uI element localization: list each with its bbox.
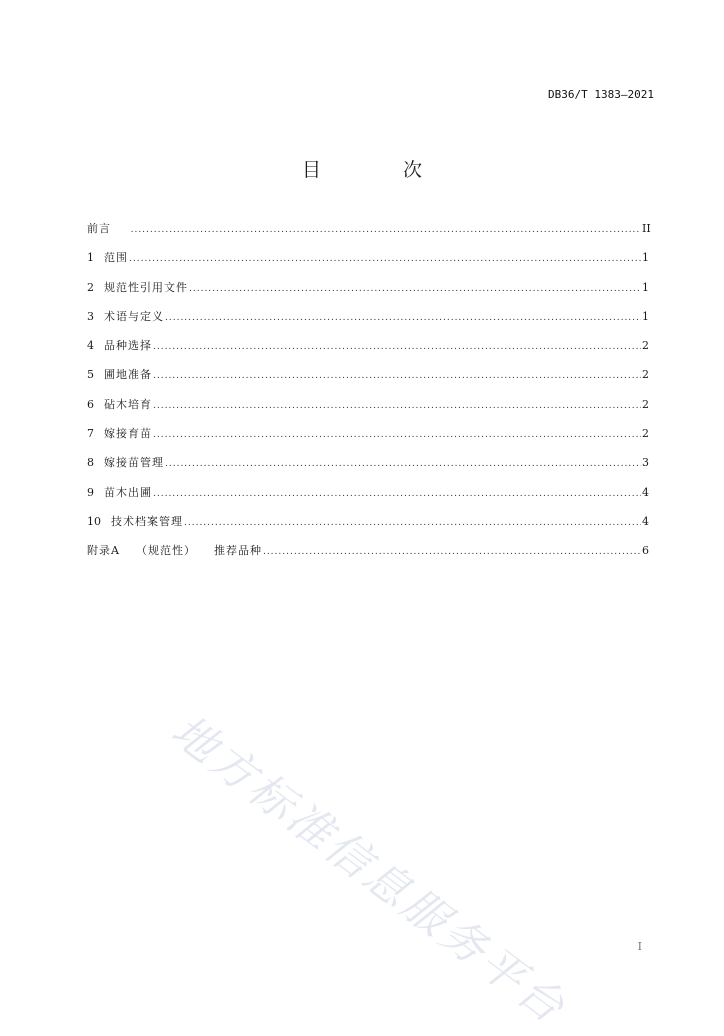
watermark-text: 地方标准信息服务平台 (161, 705, 576, 1035)
toc-entry-page: 6 (642, 544, 649, 558)
toc-entry-page: 4 (642, 514, 649, 528)
toc-leader-dots (153, 428, 641, 442)
toc-entry-number: 9 (87, 485, 94, 499)
toc-entry-page: 4 (642, 485, 649, 499)
toc-entry-label: 嫁接育苗 (104, 427, 152, 441)
toc-entry-page: II (642, 222, 651, 235)
toc-entry-page: 2 (642, 397, 649, 411)
page-title: 目 次 (301, 159, 461, 181)
toc-entry-preface[interactable] (87, 222, 651, 251)
toc-entry-number: 6 (87, 397, 94, 411)
toc-entry-10[interactable] (87, 515, 648, 544)
toc-entry-label: 推荐品种 (213, 544, 262, 558)
toc-entry-label: 前言 (87, 222, 111, 235)
toc-leader-dots (165, 457, 641, 471)
toc-entry-page: 2 (642, 368, 649, 382)
toc-entry-label: 品种选择 (104, 339, 152, 353)
toc-entry-6[interactable] (87, 398, 648, 427)
toc-leader-dots (184, 516, 641, 530)
toc-leader-dots (153, 369, 641, 383)
toc-leader-dots (263, 545, 641, 559)
page-number: I (637, 940, 642, 953)
toc-entry-number: 8 (87, 456, 94, 470)
toc-entry-number: 5 (87, 368, 94, 382)
toc-leader-dots (153, 399, 641, 413)
toc-entry-label: 范围 (104, 251, 128, 265)
toc-entry-number: 7 (87, 427, 94, 441)
toc-leader-dots (131, 223, 641, 237)
toc-entry-appendix-a[interactable] (87, 544, 648, 573)
toc-entry-label: 术语与定义 (104, 309, 164, 323)
toc-entry-label: 苗木出圃 (104, 485, 152, 499)
toc-entry-5[interactable] (87, 368, 648, 397)
toc-entry-page: 1 (642, 309, 649, 323)
toc-entry-number: 4 (87, 339, 94, 353)
toc-leader-dots (129, 252, 641, 266)
table-of-contents (87, 222, 651, 574)
toc-entry-label: 技术档案管理 (111, 514, 183, 528)
toc-entry-number: 2 (87, 280, 94, 294)
toc-entry-number: 1 (87, 251, 94, 265)
toc-entry-3[interactable] (87, 310, 648, 339)
toc-entry-label: 嫁接苗管理 (104, 456, 164, 470)
toc-entry-number: 10 (87, 514, 101, 528)
toc-appendix-prefix: 附录A (87, 544, 120, 558)
toc-entry-1[interactable] (87, 251, 648, 280)
toc-appendix-type: （规范性） (135, 544, 196, 558)
standard-code: DB36/T 1383—2021 (548, 88, 654, 101)
toc-entry-page: 2 (642, 427, 649, 441)
toc-entry-4[interactable] (87, 339, 648, 368)
toc-leader-dots (153, 487, 641, 501)
toc-entry-number: 3 (87, 309, 94, 323)
toc-leader-dots (189, 282, 641, 296)
toc-entry-page: 1 (642, 280, 649, 294)
toc-entry-page: 2 (642, 339, 649, 353)
toc-entry-2[interactable] (87, 281, 648, 310)
toc-leader-dots (153, 340, 641, 354)
toc-leader-dots (165, 311, 641, 325)
toc-entry-label: 规范性引用文件 (104, 280, 188, 294)
toc-entry-9[interactable] (87, 486, 648, 515)
toc-entry-page: 1 (642, 251, 649, 265)
toc-entry-7[interactable] (87, 427, 648, 456)
toc-entry-page: 3 (642, 456, 649, 470)
toc-entry-label: 砧木培育 (104, 397, 152, 411)
toc-entry-8[interactable] (87, 456, 648, 485)
toc-entry-label: 圃地准备 (104, 368, 152, 382)
